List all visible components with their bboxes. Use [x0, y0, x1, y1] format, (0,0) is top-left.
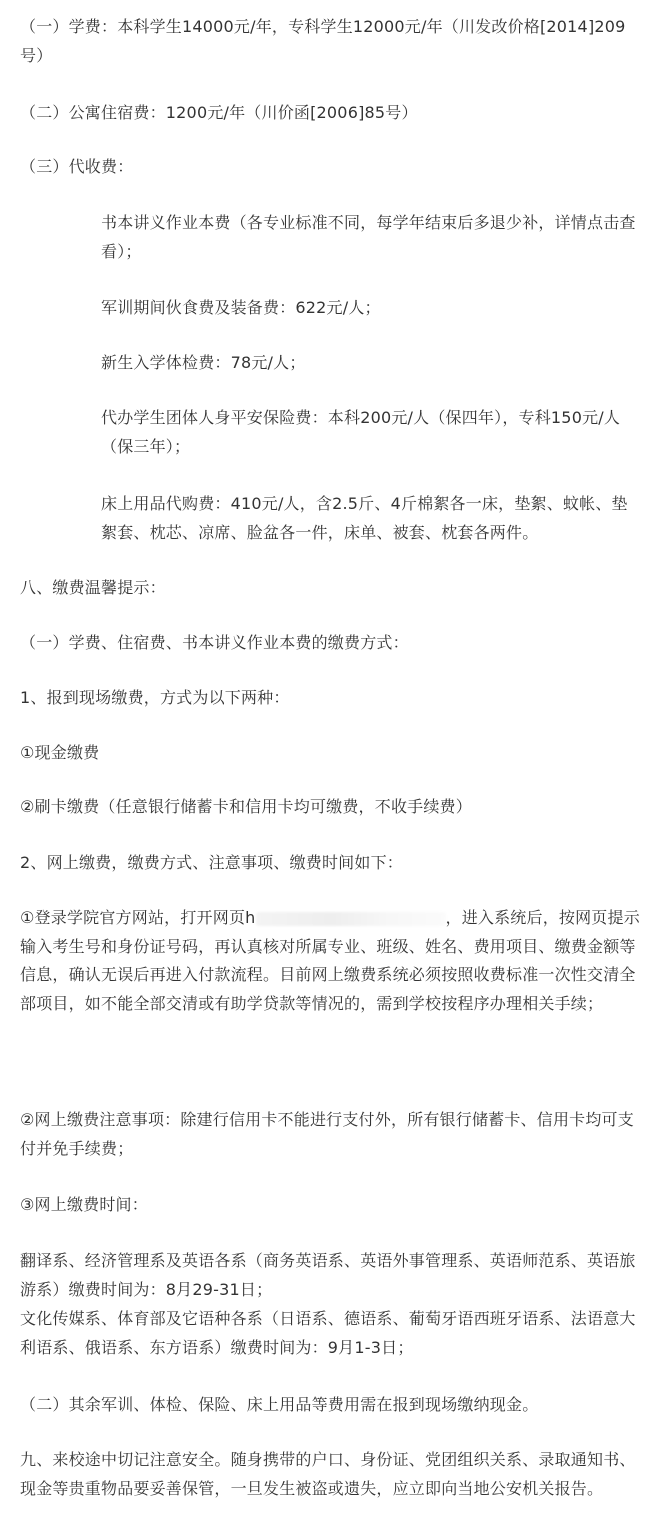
- onsite-payment-title: 1、报到现场缴费，方式为以下两种：: [20, 688, 290, 707]
- onsite-cash-option: ①现金缴费: [20, 743, 100, 762]
- payment-time-group-1: 翻译系、经济管理系及英语各系（商务英语系、英语外事管理系、英语师范系、英语旅游系）缴费时间为：8月29-31日；: [20, 1251, 636, 1299]
- fee-item-bedding: 床上用品代购费：410元/人，含2.5斤、4斤棉絮各一床，垫絮、蚊帐、垫絮套、枕芯、凉席、脸盆各一件，床单、被套、枕套各两件。: [101, 494, 628, 542]
- payment-method-subheading: （一）学费、住宿费、书本讲义作业本费的缴费方式：: [20, 633, 409, 652]
- tuition-fee-paragraph: （一）学费：本科学生14000元/年，专科学生12000元/年（川发改价格[2014]209号）: [20, 17, 626, 65]
- online-step-1: [20, 904, 640, 1018]
- section-9-safety-notice: 九、来校途中切记注意安全。随身携带的户口、身份证、党团组织关系、录取通知书、现金等贵重物品要妥善保管，一旦发生被盗或遗失，应立即向当地公安机关报告。: [20, 1450, 636, 1498]
- online-step-1-start: ①登录学院官方网站，打开网页h: [20, 908, 256, 927]
- fee-item-insurance: 代办学生团体人身平安保险费：本科200元/人（保四年），专科150元/人（保三年）；: [101, 408, 621, 456]
- dorm-fee-paragraph: （二）公寓住宿费：1200元/年（川价函[2006]85号）: [20, 103, 418, 122]
- online-step-3-title: ③网上缴费时间：: [20, 1195, 148, 1214]
- payment-time-group-2: 文化传媒系、体育部及它语种各系（日语系、德语系、葡萄牙语西班牙语系、法语意大利语系、俄语系、东方语系）缴费时间为：9月1-3日；: [20, 1309, 636, 1357]
- onsite-card-option: ②刷卡缴费（任意银行储蓄卡和信用卡均可缴费，不收手续费）: [20, 797, 472, 816]
- section-8-heading: 八、缴费温馨提示：: [20, 578, 166, 597]
- collected-fees-title: （三）代收费：: [20, 157, 134, 176]
- fee-item-military-training: 军训期间伙食费及装备费：622元/人；: [101, 298, 381, 317]
- blurred-url-link[interactable]: [256, 912, 446, 926]
- online-step-1-rest: ，进入系统后，按网页提示输入考生号和身份证号码，再认真核对所属专业、班级、姓名、费用项目、缴费金额等信息，确认无误后再进入付款流程。目前网上缴费系统必须按照收费标准一次性交清全部项目，如不能全部交清或有助学贷款等情况的，需到学校按程序办理相关手续；: [20, 908, 640, 1013]
- online-step-2: ②网上缴费注意事项：除建行信用卡不能进行支付外，所有银行储蓄卡、信用卡均可支付并免手续费；: [20, 1110, 634, 1158]
- online-payment-title: 2、网上缴费，缴费方式、注意事项、缴费时间如下：: [20, 853, 403, 872]
- fee-item-books: 书本讲义作业本费（各专业标准不同，每学年结束后多退少补，详情点击查看）；: [101, 213, 636, 261]
- fee-item-medical-exam: 新生入学体检费：78元/人；: [101, 353, 306, 372]
- other-fees-cash-note: （二）其余军训、体检、保险、床上用品等费用需在报到现场缴纳现金。: [20, 1395, 539, 1414]
